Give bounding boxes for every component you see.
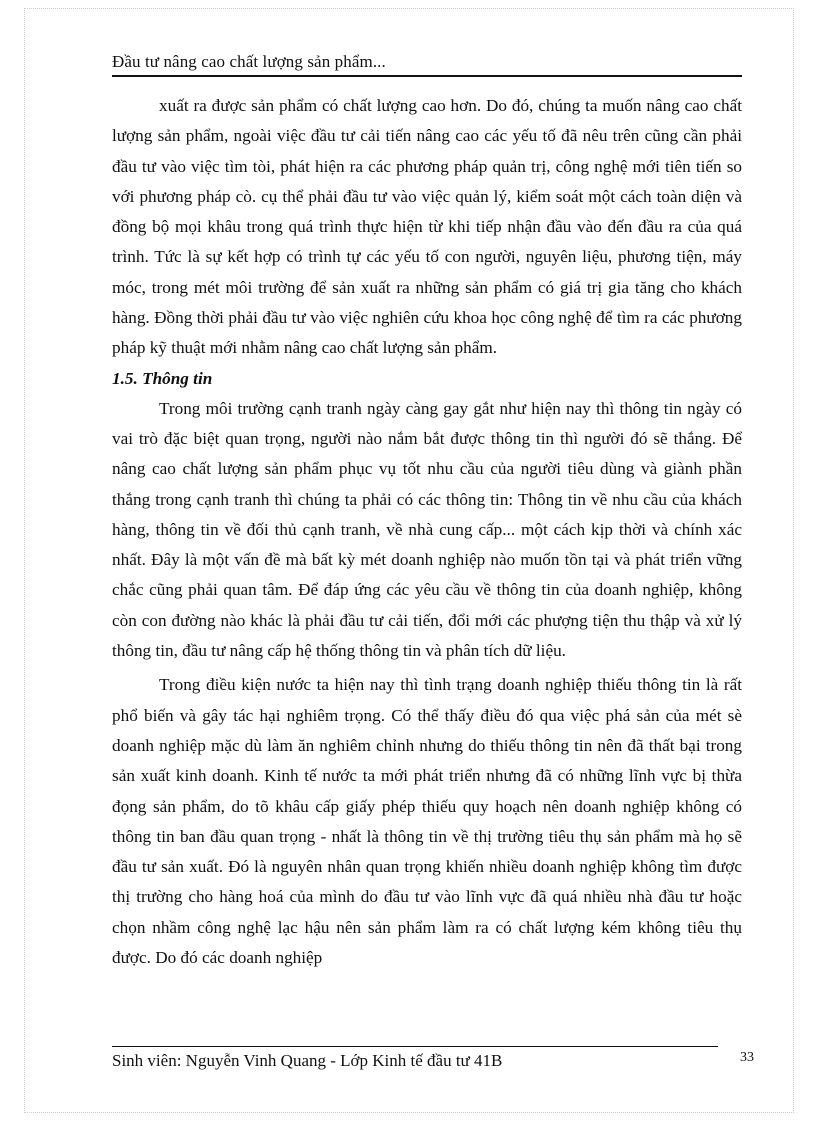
page-number: 33 — [740, 1050, 754, 1065]
paragraph-information-shortage: Trong điều kiện nước ta hiện nay thì tình trạng doanh nghiệp thiếu thông tin là rất phổ biến và gây tác hại nghiêm trọng. Có thể thấy điều đó qua việc phá sản của mét sè doanh nghiệp mặc dù làm ăn nghiêm chỉnh nhưng do thiếu thông tin nên đã thất bại trong sản xuất kinh doanh. Kinh tế nước ta mới phát triển nhưng đã có những lĩnh vực bị thừa đọng sản phẩm, do tõ khâu cấp giấy phép thiếu quy hoạch nên doanh nghiệp không có thông tin ban đầu quan trọng - nhất là thông tin về thị trường tiêu thụ sản phẩm mà họ sẽ đầu tư sản xuất. Đó là nguyên nhân quan trọng khiến nhiều doanh nghiệp không tìm được thị trường cho hàng hoá của mình do đầu tư vào lĩnh vực đã quá nhiều nhà đầu tư hoặc chọn nhầm công nghệ lạc hậu nên sản phẩm làm ra có chất lượng kém không tiêu thụ được. Do đó các doanh nghiệp — [112, 675, 742, 968]
running-footer: Sinh viên: Nguyễn Vinh Quang - Lớp Kinh tế đầu tư 41B — [112, 1051, 503, 1070]
paragraph-continuation: xuất ra được sản phẩm có chất lượng cao hơn. Do đó, chúng ta muốn nâng cao chất lượng sản phẩm, ngoài việc đầu tư cải tiến nâng cao các yếu tố đã nêu trên cũng cần phải đầu tư vào việc tìm tòi, phát hiện ra các phương pháp quản trị, công nghệ mới tiên tiến so với phương pháp cò. cụ thể phải đầu tư vào việc quản lý, kiểm soát một cách toàn diện và đồng bộ mọi khâu trong quá trình thực hiện từ khi tiếp nhận đầu vào đến đầu ra của quá trình. Tức là sự kết hợp có trình tự các yếu tố con người, nguyên liệu, phương tiện, máy móc, trong mét môi trường để sản xuất ra những sản phẩm có giá trị gia tăng cho khách hàng. Đồng thời phải đầu tư vào việc nghiên cứu khoa học công nghệ để tìm ra các phương pháp kỹ thuật mới nhằm nâng cao chất lượng sản phẩm. — [112, 96, 742, 358]
document-body — [112, 91, 742, 973]
running-header: Đầu tư nâng cao chất lượng sản phẩm... — [112, 52, 386, 71]
footer-divider — [112, 1046, 718, 1047]
paragraph-information-role: Trong môi trường cạnh tranh ngày càng gay gắt như hiện nay thì thông tin ngày có vai trò đặc biệt quan trọng, người nào nắm bắt được thông tin thì người đó sẽ thắng. Để nâng cao chất lượng sản phẩm phục vụ tốt nhu cầu của người tiêu dùng và giành phần thắng trong cạnh tranh thì chúng ta phải có các thông tin: Thông tin về nhu cầu của khách hàng, thông tin về đối thủ cạnh tranh, về nhà cung cấp... một cách kịp thời và chính xác nhất. Đây là một vấn đề mà bất kỳ mét doanh nghiệp nào muốn tồn tại và phát triển vững chắc cũng phải quan tâm. Để đáp ứng các yêu cầu về thông tin của doanh nghiệp, không còn con đường nào khác là phải đầu tư cải tiến, đổi mới các phượng tiện thu thập và xử lý thông tin, đầu tư nâng cấp hệ thống thông tin và phân tích dữ liệu. — [112, 398, 742, 661]
section-heading: 1.5. Thông tin — [112, 368, 213, 388]
header-divider — [112, 75, 742, 77]
